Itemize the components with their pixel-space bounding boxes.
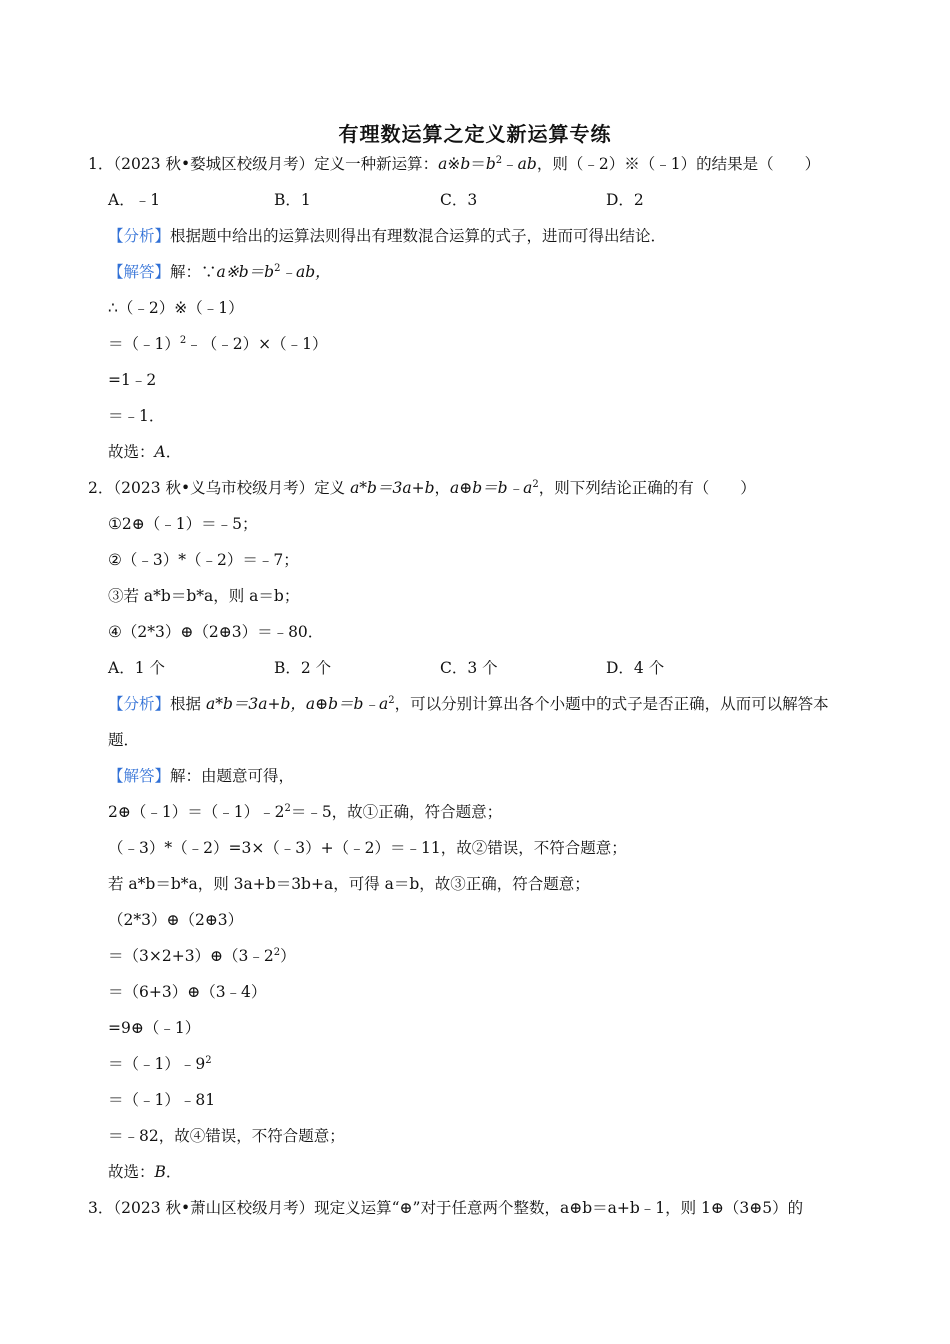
- solution-tag: 【解答】: [108, 263, 171, 281]
- q2-step: （﹣3）*（﹣2）=3×（﹣3）+（﹣2）＝﹣11，故②错误，不符合题意；: [108, 839, 627, 857]
- q2-option-b: B．2 个: [274, 659, 332, 677]
- q2-step: =9⊕（﹣1）: [108, 1019, 201, 1037]
- q2-option-c: C．3 个: [440, 659, 498, 677]
- q2-options: [108, 658, 772, 678]
- q2-step: ＝（6+3）⊕（3﹣4）: [108, 983, 267, 1001]
- q1-step: ＝﹣1．: [108, 407, 165, 425]
- q2-option-a: A．1 个: [108, 659, 165, 677]
- q1-option-d: D．2: [606, 191, 644, 209]
- q2-step: ＝﹣82，故④错误，不符合题意；: [108, 1127, 345, 1145]
- q3-stem: 3．（2023 秋•萧山区校级月考）现定义运算“⊕”对于任意两个整数，a⊕b＝a+b﹣1，则 1⊕（3⊕5）的: [88, 1199, 804, 1217]
- q2-step: （2*3）⊕（2⊕3）: [108, 911, 244, 929]
- q2-step: 若 a*b＝b*a，则 3a+b＝3b+a，可得 a＝b，故③正确，符合题意；: [108, 875, 590, 893]
- analysis-tag: 【分析】: [108, 695, 171, 713]
- q2-answer: 故选：B．: [108, 1163, 182, 1181]
- q2-step: $2\oplus(﹣1)=(﹣1)﹣2^2=﹣5$，故①正确，符合题意；: [108, 803, 503, 821]
- q1-stem: 1．（2023 秋•婺城区校级月考）定义一种新运算：$a※b=b^2﹣ab$，则（﹣2）※（﹣1）的结果是（ ）: [88, 155, 821, 173]
- q2-statement: ④（2*3）⊕（2⊕3）＝﹣80．: [108, 623, 324, 641]
- q1-option-c: C．3: [440, 191, 478, 209]
- q1-option-a: A．﹣1: [108, 191, 161, 209]
- q1-option-b: B．1: [274, 191, 311, 209]
- q2-step: $=(3\times 2+3)\oplus(3﹣2^2)$: [108, 947, 296, 965]
- q2-analysis-cont: 题．: [108, 731, 140, 749]
- q2-stem: 2．（2023 秋•义乌市校级月考）定义 a*b＝3a+b，$a\oplus b=b﹣a^2$，则下列结论正确的有（ ）: [88, 479, 756, 497]
- q2-option-d: D．4 个: [606, 659, 665, 677]
- q1-step: =1﹣2: [108, 371, 157, 389]
- solution-tag: 【解答】: [108, 767, 171, 785]
- q1-analysis: 【分析】根据题中给出的运算法则得出有理数混合运算的式子，进而可得出结论．: [108, 227, 667, 245]
- q1-solution: 【解答】解：$\because a※b=b^2﹣ab$，: [108, 263, 331, 281]
- q2-step: ＝（﹣1）﹣81: [108, 1091, 216, 1109]
- analysis-tag: 【分析】: [108, 227, 171, 245]
- q2-analysis: 【分析】根据 a*b＝3a+b，$a\oplus b=b﹣a^2$，可以分别计算出各个小题中的式子是否正确，从而可以解答本: [108, 695, 829, 713]
- page-title: 有理数运算之定义新运算专练: [338, 122, 612, 146]
- q1-options: [108, 190, 772, 210]
- q2-statement: ①2⊕（﹣1）＝﹣5；: [108, 515, 258, 533]
- q2-statement: ②（﹣3）*（﹣2）＝﹣7；: [108, 551, 299, 569]
- q2-statement: ③若 a*b＝b*a，则 a＝b；: [108, 587, 300, 605]
- q1-step: ＝（﹣1）$^2$﹣（﹣2）×（﹣1）: [108, 335, 328, 353]
- q2-step: $=(﹣1)﹣9^2$: [108, 1055, 212, 1073]
- q1-step: ∴（﹣2）※（﹣1）: [108, 299, 244, 317]
- q1-answer: 故选：A．: [108, 443, 182, 461]
- q2-solution: 【解答】解：由题意可得，: [108, 767, 295, 785]
